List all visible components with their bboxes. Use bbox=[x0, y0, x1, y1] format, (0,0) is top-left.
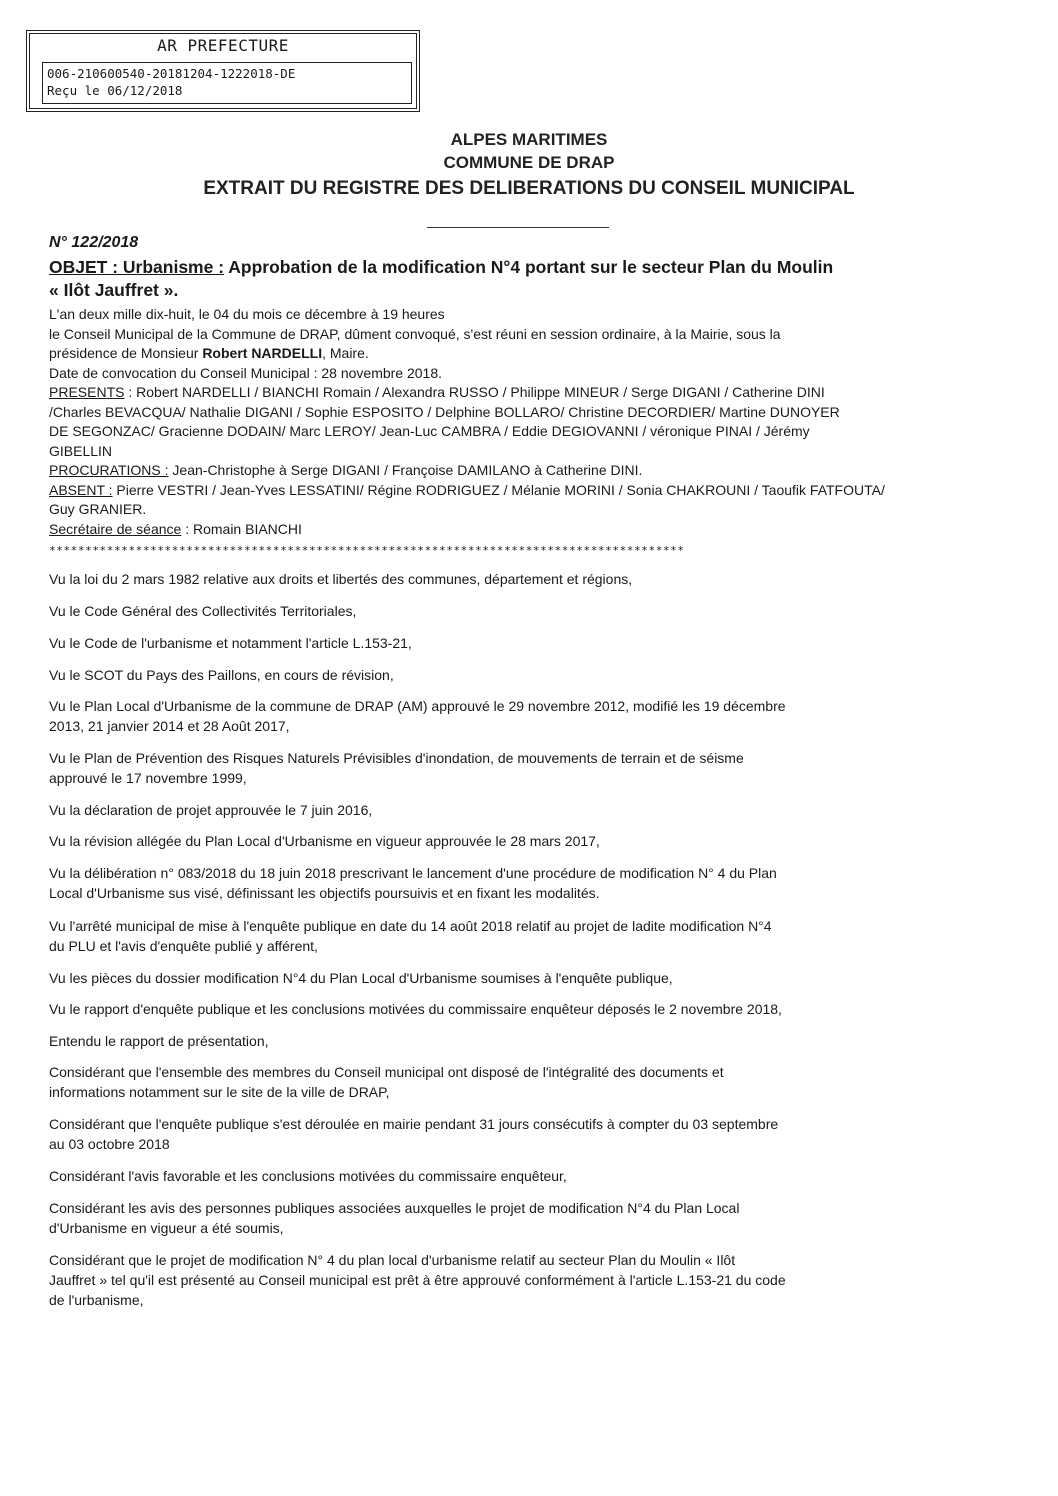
paragraph-line: au 03 octobre 2018 bbox=[49, 1136, 170, 1152]
intro-line: le Conseil Municipal de la Commune de DRAP, dûment convoqué, s'est réuni en session ordinaire, à la Mairie, sous la bbox=[49, 325, 781, 342]
paragraph bbox=[49, 916, 989, 956]
secretaire-label: Secrétaire de séance bbox=[49, 520, 182, 537]
secretaire-line: Secrétaire de séance : Romain BIANCHI bbox=[49, 520, 302, 537]
deliberation-number: N° 122/2018 bbox=[49, 234, 139, 251]
presents-line: /Charles BEVACQUA/ Nathalie DIGANI / Sophie ESPOSITO / Delphine BOLLARO/ Christine DECORDIER/ Martine DUNOYER bbox=[49, 403, 840, 420]
intro-line: présidence de Monsieur Robert NARDELLI, Maire. bbox=[49, 345, 369, 361]
mayor-name: Robert NARDELLI bbox=[202, 345, 323, 361]
paragraph-line: Vu le Code Général des Collectivités Territoriales, bbox=[49, 603, 357, 619]
absent-line: ABSENT : Pierre VESTRI / Jean-Yves LESSATINI/ Régine RODRIGUEZ / Mélanie MORINI / Sonia CHAKROUNI / Taoufik FATFOUTA/ bbox=[49, 481, 885, 498]
paragraph bbox=[49, 1250, 989, 1310]
paragraph bbox=[49, 800, 989, 820]
paragraph-line: informations notamment sur le site de la ville de DRAP, bbox=[49, 1084, 390, 1100]
paragraph-line: Considérant les avis des personnes publiques associées auxquelles le projet de modification N°4 du Plan Local bbox=[49, 1200, 740, 1216]
presents-line: GIBELLIN bbox=[49, 442, 113, 459]
objet-line2: « Ilôt Jauffret ». bbox=[49, 280, 179, 300]
paragraph-line: Considérant que l'ensemble des membres du Conseil municipal ont disposé de l'intégralité des documents et bbox=[49, 1064, 724, 1080]
paragraph bbox=[49, 831, 989, 851]
paragraph-line: 2013, 21 janvier 2014 et 28 Août 2017, bbox=[49, 718, 290, 734]
paragraph bbox=[49, 1062, 989, 1102]
paragraph-line: de l'urbanisme, bbox=[49, 1292, 144, 1308]
absent-line: Guy GRANIER. bbox=[49, 501, 147, 517]
header-divider bbox=[427, 227, 609, 228]
paragraph-line: Considérant que le projet de modification N° 4 du plan local d'urbanisme relatif au secteur Plan du Moulin « Ilôt bbox=[49, 1252, 736, 1268]
paragraph-line: Vu l'arrêté municipal de mise à l'enquête publique en date du 14 août 2018 relatif au projet de ladite modification N°4 bbox=[49, 918, 772, 934]
presents-line: PRESENTS : Robert NARDELLI / BIANCHI Romain / Alexandra RUSSO / Philippe MINEUR / Serge DIGANI / Catherine DINI bbox=[49, 384, 825, 400]
stamp-reference: 006-210600540-20181204-1222018-DE bbox=[47, 66, 296, 81]
session-intro bbox=[49, 305, 989, 539]
paragraph-line: Vu la délibération n° 083/2018 du 18 juin 2018 prescrivant le lancement d'une procédure de modification N° 4 du Plan bbox=[49, 865, 777, 881]
stamp-title: AR PREFECTURE bbox=[157, 36, 289, 55]
stamp-reference-box bbox=[42, 62, 412, 104]
paragraph-line: Entendu le rapport de présentation, bbox=[49, 1033, 269, 1049]
prefecture-stamp bbox=[26, 30, 420, 112]
paragraph-line: Local d'Urbanisme sus visé, définissant les objectifs poursuivis et en fixant les modalités. bbox=[49, 885, 600, 901]
stamp-received-date: Reçu le 06/12/2018 bbox=[47, 83, 183, 98]
paragraph-line: Vu le Code de l'urbanisme et notamment l'article L.153-21, bbox=[49, 635, 412, 651]
paragraph-line: Considérant l'avis favorable et les conclusions motivées du commissaire enquêteur, bbox=[49, 1168, 567, 1184]
paragraph-line: approuvé le 17 novembre 1999, bbox=[49, 770, 247, 786]
paragraph bbox=[49, 665, 989, 685]
objet bbox=[49, 256, 1009, 302]
intro-line: Date de convocation du Conseil Municipal : 28 novembre 2018. bbox=[49, 364, 443, 381]
absent-label: ABSENT : bbox=[49, 481, 113, 498]
paragraph-line: Vu le rapport d'enquête publique et les conclusions motivées du commissaire enquêteur déposés le 2 novembre 2018, bbox=[49, 1001, 782, 1017]
separator-stars: **************************************************************************************** bbox=[49, 544, 685, 557]
paragraph bbox=[49, 1114, 989, 1154]
paragraph-line: Vu la révision allégée du Plan Local d'Urbanisme en vigueur approuvée le 28 mars 2017, bbox=[49, 833, 600, 849]
paragraph bbox=[49, 1198, 989, 1238]
paragraph-line: Vu la déclaration de projet approuvée le 7 juin 2016, bbox=[49, 802, 373, 818]
paragraph bbox=[49, 748, 989, 788]
paragraph-line: Vu le Plan Local d'Urbanisme de la commune de DRAP (AM) approuvé le 29 novembre 2012, modifié les 19 décembre bbox=[49, 698, 786, 714]
paragraph-line: Jauffret » tel qu'il est présenté au Conseil municipal est prêt à être approuvé conformément à l'article L.153-21 du code bbox=[49, 1272, 786, 1288]
header-commune: COMMUNE DE DRAP bbox=[443, 153, 615, 172]
paragraph bbox=[49, 968, 989, 988]
paragraph bbox=[49, 696, 989, 736]
paragraph bbox=[49, 569, 989, 589]
header-title: EXTRAIT DU REGISTRE DES DELIBERATIONS DU CONSEIL MUNICIPAL bbox=[203, 178, 855, 199]
paragraph-line: Vu le Plan de Prévention des Risques Naturels Prévisibles d'inondation, de mouvements de terrain et de séisme bbox=[49, 750, 744, 766]
paragraph-line: d'Urbanisme en vigueur a été soumis, bbox=[49, 1220, 284, 1236]
paragraph bbox=[49, 1166, 989, 1186]
objet-label: OBJET : Urbanisme : bbox=[49, 257, 225, 277]
paragraph bbox=[49, 601, 989, 621]
presents-label: PRESENTS bbox=[49, 384, 125, 400]
paragraph-line: Vu le SCOT du Pays des Paillons, en cours de révision, bbox=[49, 667, 394, 683]
paragraph-line: Vu la loi du 2 mars 1982 relative aux droits et libertés des communes, département et régions, bbox=[49, 571, 633, 587]
intro-line: L'an deux mille dix-huit, le 04 du mois ce décembre à 19 heures bbox=[49, 306, 445, 322]
objet-line1: Approbation de la modification N°4 portant sur le secteur Plan du Moulin bbox=[224, 257, 834, 277]
procurations-line: PROCURATIONS : Jean-Christophe à Serge DIGANI / Françoise DAMILANO à Catherine DINI. bbox=[49, 462, 643, 478]
paragraph-line: Considérant que l'enquête publique s'est déroulée en mairie pendant 31 jours consécutifs à compter du 03 septembre bbox=[49, 1116, 779, 1132]
header-department: ALPES MARITIMES bbox=[450, 130, 608, 149]
paragraph-line: du PLU et l'avis d'enquête publié y afférent, bbox=[49, 938, 318, 954]
paragraph bbox=[49, 1031, 989, 1051]
paragraph-line: Vu les pièces du dossier modification N°4 du Plan Local d'Urbanisme soumises à l'enquête publique, bbox=[49, 970, 673, 986]
paragraph bbox=[49, 633, 989, 653]
procurations-label: PROCURATIONS : bbox=[49, 462, 169, 478]
paragraph bbox=[49, 863, 989, 903]
paragraph bbox=[49, 999, 989, 1019]
presents-line: DE SEGONZAC/ Gracienne DODAIN/ Marc LEROY/ Jean-Luc CAMBRA / Eddie DEGIOVANNI / véronique PINAI / Jérémy bbox=[49, 423, 810, 439]
